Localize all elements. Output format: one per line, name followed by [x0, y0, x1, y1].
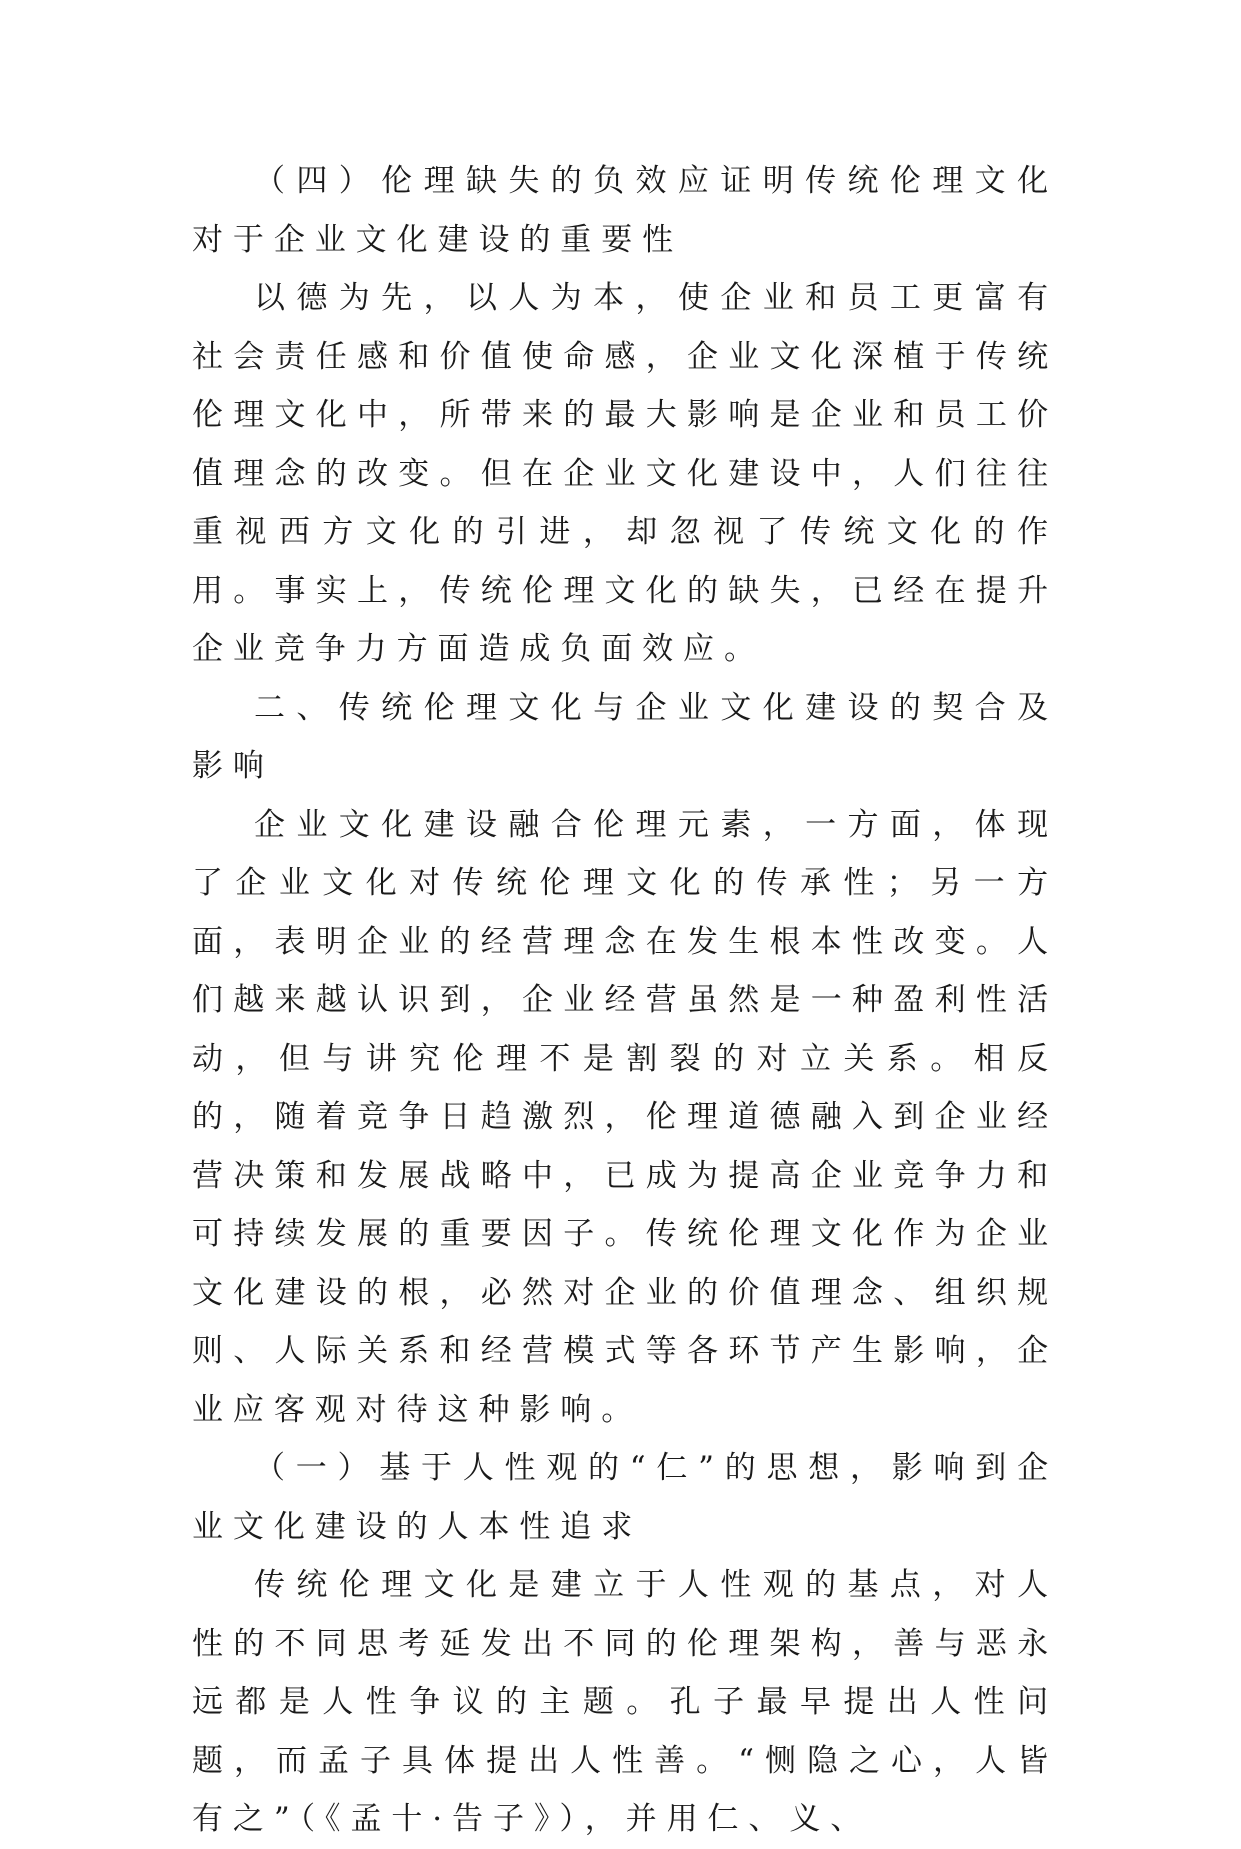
- section-heading-1: （一）基于人性观的“仁”的思想，影响到企业文化建设的人本性追求: [192, 1450, 1058, 1545]
- body-paragraph: 传统伦理文化是建立于人性观的基点，对人性的不同思考延发出不同的伦理架构，善与恶永远都是人性争议的主题。孔子最早提出人性问题，而孟子具体提出人性善。“恻隐之心，人皆有之”（《孟十·告子》），并用仁、义、: [192, 1567, 1058, 1837]
- body-paragraph: 企业文化建设融合伦理元素，一方面，体现了企业文化对传统伦理文化的传承性；另一方面，表明企业的经营理念在发生根本性改变。人们越来越认识到，企业经营虽然是一种盈利性活动，但与讲究伦理不是割裂的对立关系。相反的，随着竞争日趋激烈，伦理道德融入到企业经营决策和发展战略中，已成为提高企业竞争力和可持续发展的重要因子。传统伦理文化作为企业文化建设的根，必然对企业的价值理念、组织规则、人际关系和经营模式等各环节产生影响，企业应客观对待这种影响。: [192, 806, 1058, 1428]
- body-paragraph: 以德为先，以人为本，使企业和员工更富有社会责任感和价值使命感，企业文化深植于传统伦理文化中，所带来的最大影响是企业和员工价值理念的改变。但在企业文化建设中，人们往往重视西方文化的引进，却忽视了传统文化的作用。事实上，传统伦理文化的缺失，已经在提升企业竞争力方面造成负面效应。: [192, 280, 1058, 667]
- document-page: [192, 152, 1058, 1849]
- section-heading-4: （四）伦理缺失的负效应证明传统伦理文化对于企业文化建设的重要性: [192, 163, 1058, 258]
- chapter-heading-2: 二、传统伦理文化与企业文化建设的契合及影响: [192, 689, 1058, 784]
